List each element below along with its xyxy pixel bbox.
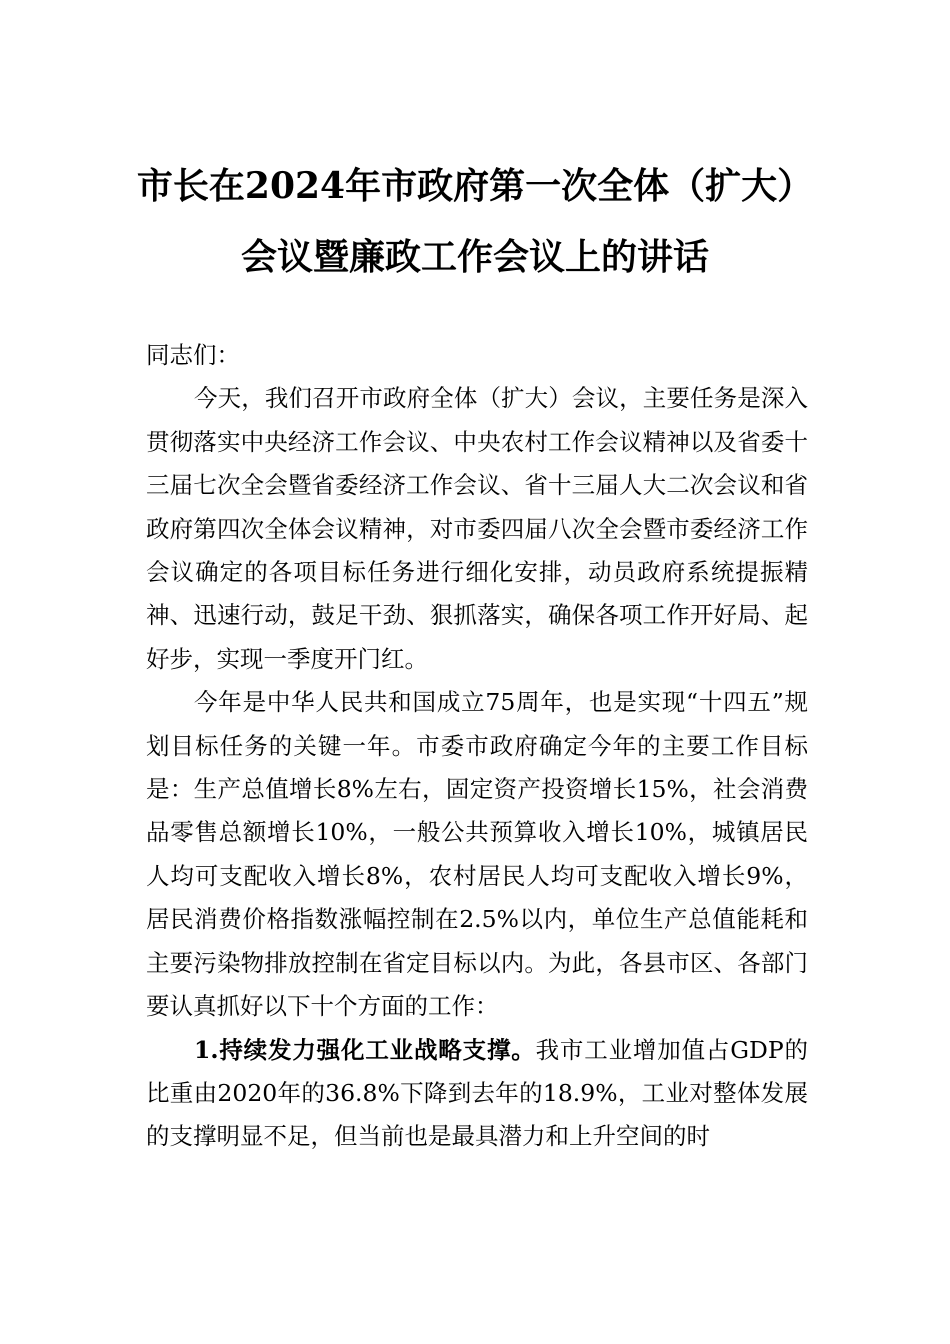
salutation: 同志们： <box>146 341 240 369</box>
paragraph-2 <box>146 681 808 1028</box>
paragraph-1-text: 今天，我们召开市政府全体（扩大）会议，主要任务是深入贯彻落实中央经济工作会议、中央农村工作会议精神以及省委十三届七次全会暨省委经济工作会议、省十三届人大二次会议和省政府第四次全体会议精神，对市委四届八次全会暨市委经济工作会议确定的各项目标任务进行细化安排，动员政府系统提振精神、迅速行动，鼓足干劲、狠抓落实，确保各项工作开好局、起好步，实现一季度开门红。 <box>146 384 808 673</box>
paragraph-1 <box>146 377 808 681</box>
paragraph-2-text: 今年是中华人民共和国成立75周年，也是实现“十四五”规划目标任务的关键一年。市委市政府确定今年的主要工作目标是：生产总值增长8%左右，固定资产投资增长15%，社会消费品零售总额增长10%，一般公共预算收入增长10%，城镇居民人均可支配收入增长8%，农村居民人均可支配收入增长9%，居民消费价格指数涨幅控制在2.5%以内，单位生产总值能耗和主要污染物排放控制在省定目标以内。为此，各县市区、各部门要认真抓好以下十个方面的工作： <box>146 688 808 1021</box>
document-body <box>146 334 808 1159</box>
paragraph-3 <box>146 1029 808 1159</box>
document-title-line-2: 会议暨廉政工作会议上的讲话 <box>240 236 709 278</box>
paragraph-3-text: 我市工业增加值占GDP的比重由2020年的36.8%下降到去年的18.9%，工业对整体发展的支撑明显不足，但当前也是最具潜力和上升空间的时 <box>146 1035 808 1151</box>
paragraph-3-lead: 1.持续发力强化工业战略支撑。 <box>194 1035 536 1064</box>
document-title-line-1: 市长在2024年市政府第一次全体（扩大） <box>136 165 814 207</box>
